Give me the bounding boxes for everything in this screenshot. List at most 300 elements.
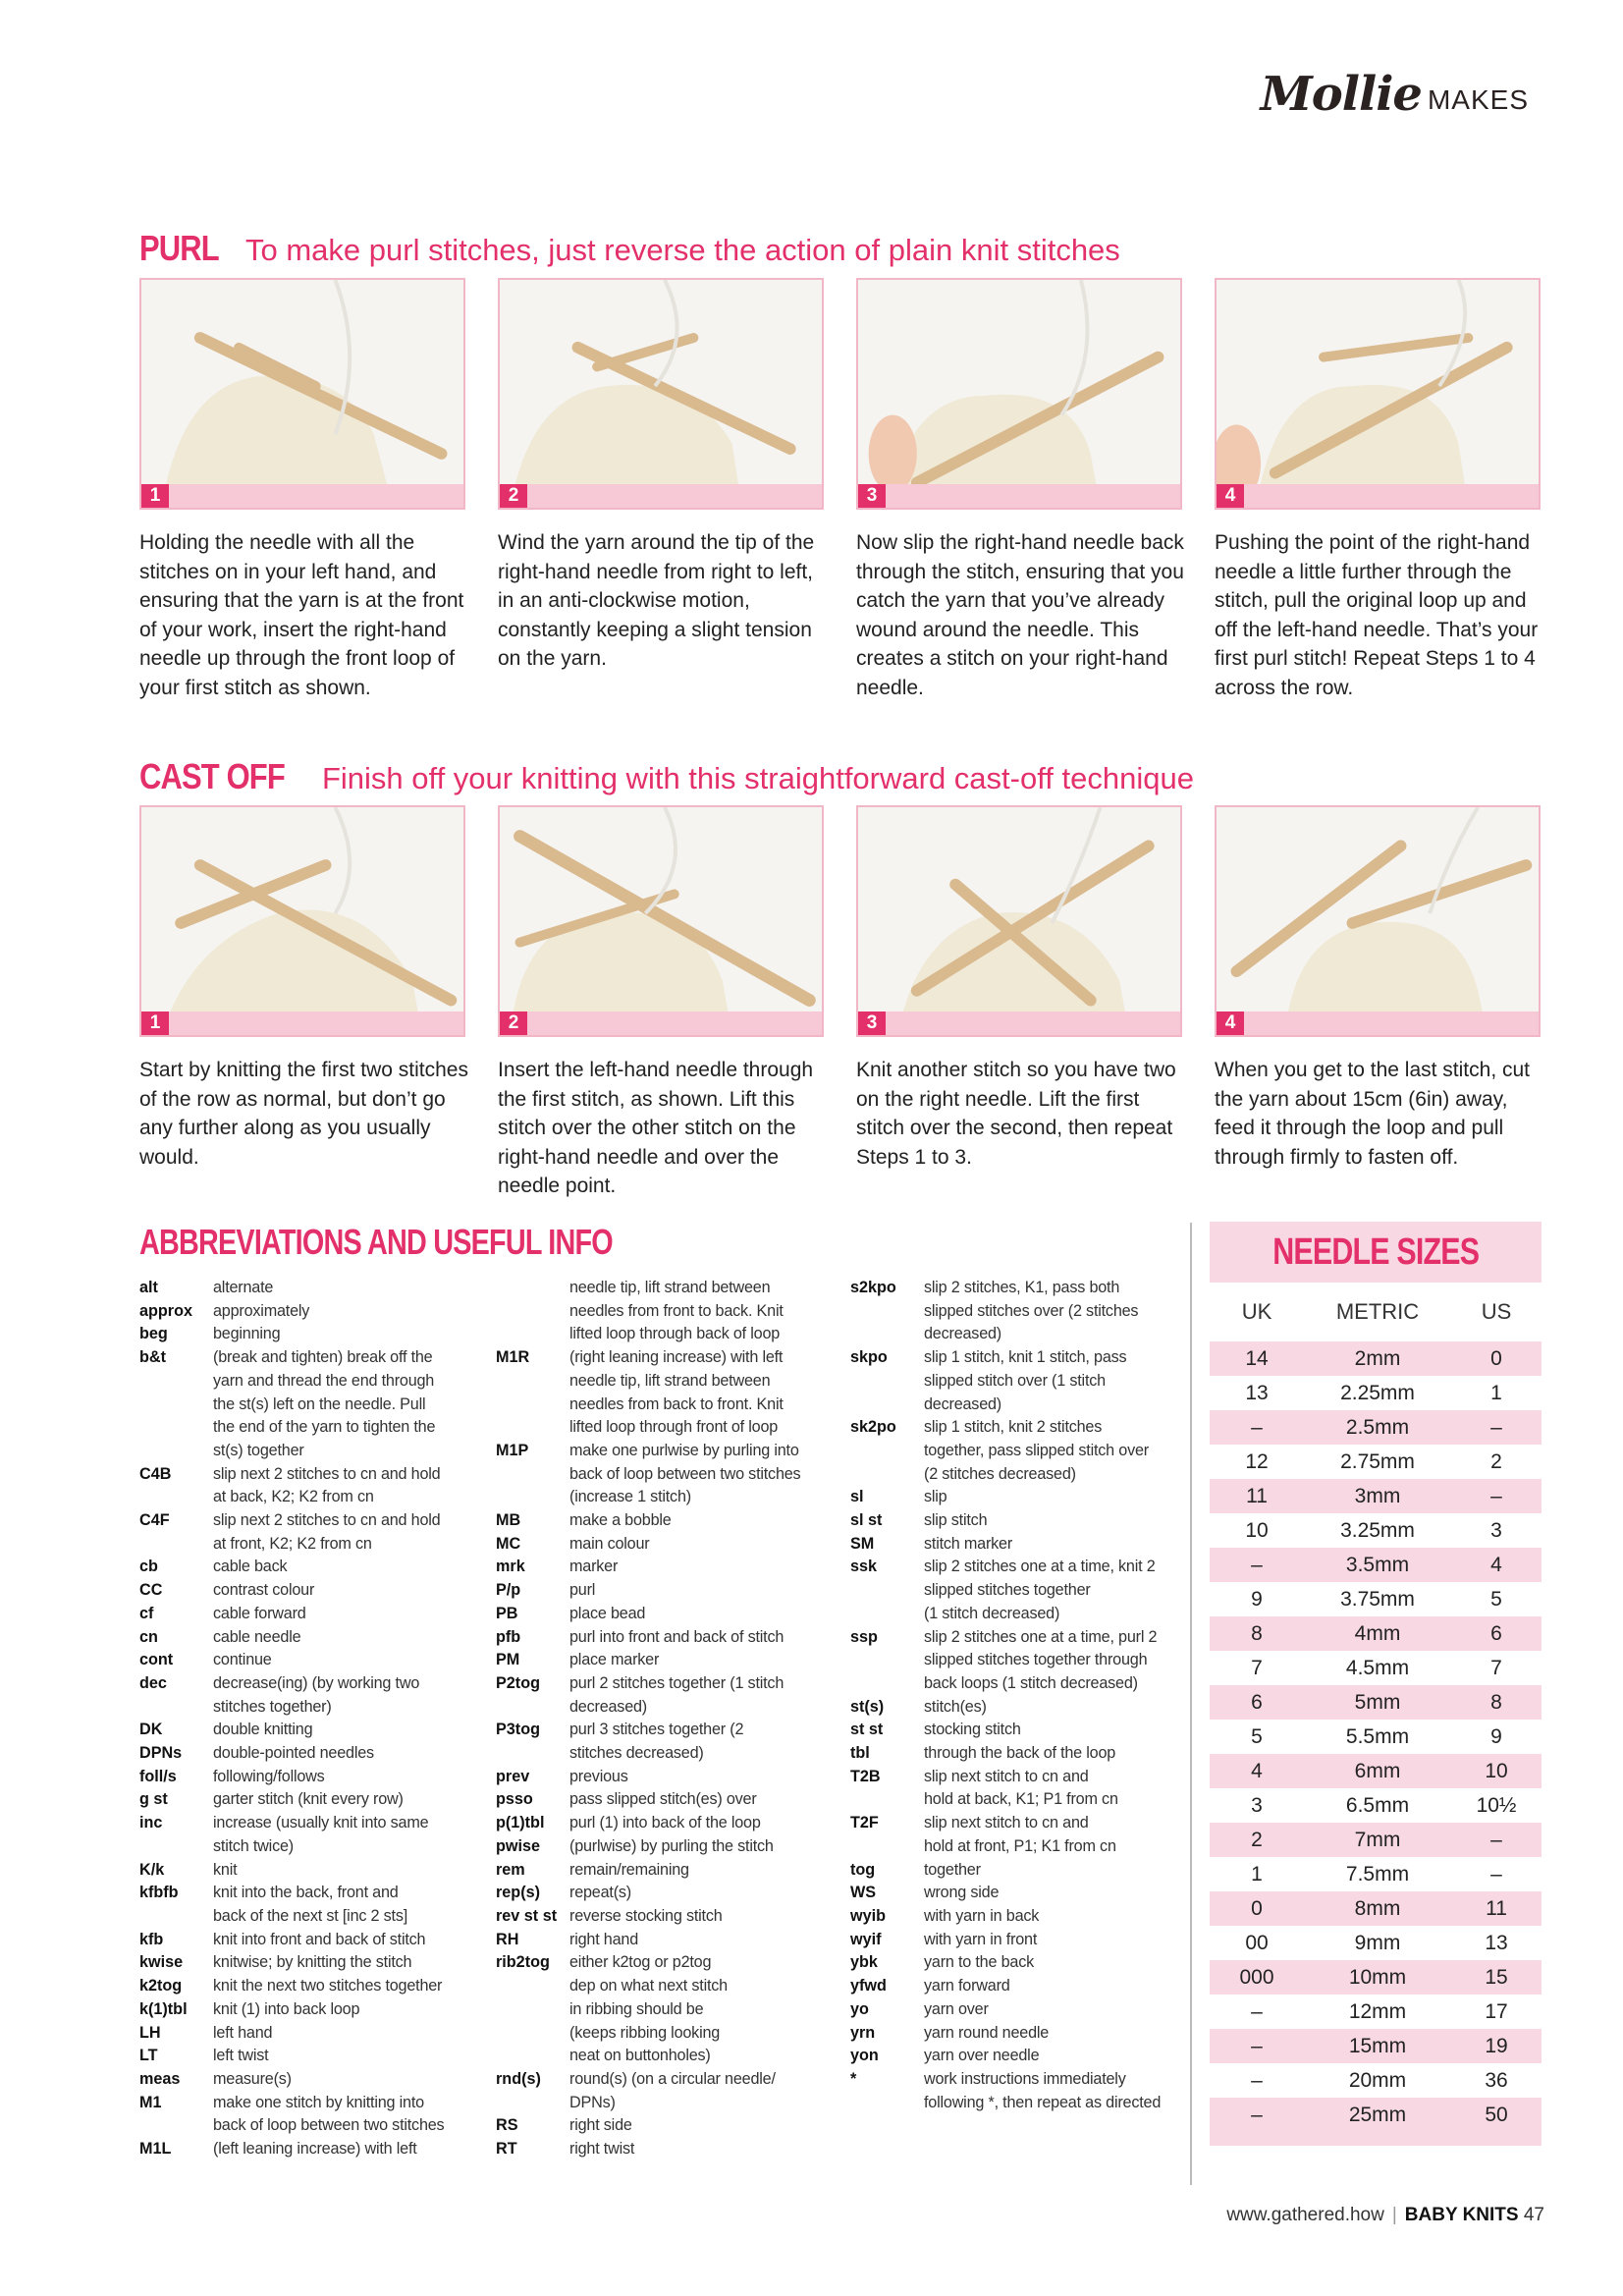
needle-metric-size: 7mm — [1354, 1828, 1401, 1851]
abbreviation-meaning: purl 3 stitches together (2 — [569, 1721, 744, 1739]
abbreviation-term — [496, 1370, 569, 1394]
abbreviation-meaning: knit into the back, front and — [213, 1884, 399, 1902]
abbreviation-meaning: (1 stitch decreased) — [924, 1604, 1060, 1622]
abbreviation-term: skpo — [850, 1348, 888, 1367]
abbreviation-row — [496, 1556, 820, 1579]
needle-uk-size: – — [1251, 1415, 1263, 1439]
needle-sizes-table — [1210, 1222, 1542, 2146]
purl-photo-2 — [498, 278, 824, 510]
castoff-photo-4 — [1215, 805, 1541, 1037]
abbreviation-row — [496, 1486, 820, 1509]
abbreviation-meaning: slipped stitches together — [924, 1581, 1091, 1600]
abbreviation-meaning: cable forward — [213, 1604, 306, 1622]
needle-uk-size: 1 — [1251, 1862, 1263, 1886]
castoff-step-4-text: When you get to the last stitch, cut the yarn about 15cm (6in) away, feed it through the loop and pull through firmly to fasten off. — [1215, 1059, 1530, 1169]
abbreviation-term — [496, 1463, 569, 1487]
needle-us-size: – — [1490, 1415, 1502, 1439]
needle-metric-size: 7.5mm — [1345, 1862, 1410, 1886]
abbreviation-term: wyib — [850, 1906, 886, 1925]
abbreviation-term — [139, 1440, 213, 1463]
needle-us-size: 9 — [1490, 1724, 1502, 1748]
abbreviation-row — [496, 1394, 820, 1417]
abbreviation-row — [850, 1626, 1174, 1650]
abbreviation-term: ssk — [850, 1558, 878, 1576]
abbreviation-meaning: needle tip, lift strand between — [569, 1279, 771, 1296]
needle-size-row — [1210, 1788, 1542, 1823]
abbreviation-meaning: the st(s) left on the needle. Pull — [213, 1394, 426, 1413]
purl-step-1-text: Holding the needle with all the stitches on in your left hand, and ensuring that the yarn is at the front of your work, insert the right-hand needle up through the front loop of your first stitch as shown. — [139, 531, 464, 699]
needle-size-row — [1210, 1891, 1542, 1926]
abbreviation-meaning: double-pointed needles — [213, 1744, 374, 1763]
abbreviation-term: cont — [139, 1651, 174, 1669]
abbreviation-row — [850, 1905, 1174, 1929]
abbreviation-term: approx — [139, 1301, 192, 1320]
abbreviation-row — [850, 1603, 1174, 1626]
abbreviation-meaning: dep on what next stitch — [569, 1977, 728, 1995]
abbreviation-term: T2F — [850, 1814, 879, 1832]
abbreviation-meaning: back of loop between two stitches — [569, 1464, 801, 1483]
step-number: 1 — [141, 484, 169, 508]
abbreviation-row — [496, 2092, 820, 2115]
abbreviation-term: cf — [139, 1604, 154, 1622]
abbreviation-term: K/k — [139, 1860, 165, 1879]
abbreviation-meaning: slipped stitches together through — [924, 1651, 1148, 1669]
abbreviation-row — [139, 1556, 463, 1579]
abbreviation-term: psso — [496, 1790, 533, 1809]
needle-us-size: 1 — [1490, 1381, 1502, 1404]
abbreviation-meaning: decrease(ing) (by working two — [213, 1673, 420, 1692]
abbreviation-row — [139, 1509, 463, 1533]
needle-size-row — [1210, 1479, 1542, 1513]
abbreviation-meaning: slip next stitch to cn and — [924, 1767, 1089, 1785]
needle-size-row — [1210, 2029, 1542, 2063]
abbreviation-meaning: decreased) — [569, 1697, 647, 1716]
step-number: 2 — [500, 484, 527, 508]
photo-number-strip — [1217, 1011, 1539, 1035]
abbreviation-row — [496, 1882, 820, 1905]
abbreviation-row — [139, 1696, 463, 1720]
abbreviation-term: SM — [850, 1534, 875, 1553]
abbreviation-row — [139, 1486, 463, 1509]
purl-photo-3 — [856, 278, 1182, 510]
abbreviation-meaning: at front, K2; K2 from cn — [213, 1534, 372, 1553]
abbreviation-meaning: place marker — [569, 1651, 660, 1669]
abbreviation-term: M1P — [496, 1441, 529, 1459]
needle-size-row — [1210, 1926, 1542, 1960]
needle-metric-size: 9mm — [1354, 1931, 1401, 1954]
abbreviation-meaning: place bead — [569, 1604, 646, 1622]
photo-number-strip — [141, 484, 463, 508]
abbreviation-meaning: purl (1) into back of the loop — [569, 1814, 761, 1832]
abbreviation-row — [850, 1812, 1174, 1835]
abbreviation-meaning: back of loop between two stitches — [213, 2116, 445, 2135]
abbreviation-row — [139, 1603, 463, 1626]
abbreviation-meaning: (2 stitches decreased) — [924, 1464, 1076, 1483]
abbreviation-term: * — [850, 2069, 857, 2088]
abbreviation-meaning: lifted loop through back of loop — [569, 1325, 781, 1343]
abbreviation-term: k(1)tbl — [139, 1999, 188, 2018]
needle-uk-size: 00 — [1245, 1931, 1269, 1954]
abbreviation-term: st(s) — [850, 1697, 885, 1716]
needle-uk-size: 12 — [1245, 1449, 1269, 1473]
needle-metric-size: 15mm — [1348, 2034, 1407, 2057]
abbreviation-term: M1L — [139, 2140, 172, 2159]
abbreviation-term: beg — [139, 1325, 168, 1343]
abbreviation-row — [850, 2092, 1174, 2115]
abbreviation-term: g st — [139, 1790, 168, 1809]
abbreviation-row — [139, 1788, 463, 1812]
abbreviation-row — [850, 1533, 1174, 1557]
abbreviation-meaning: left twist — [213, 2047, 269, 2065]
needle-metric-size: 12mm — [1348, 1999, 1407, 2023]
abbreviation-term: kfb — [139, 1930, 164, 1948]
abbreviation-term — [496, 1742, 569, 1766]
abbreviation-meaning: knit — [213, 1860, 238, 1879]
abbreviation-term — [850, 1649, 924, 1672]
abbreviation-row — [850, 1394, 1174, 1417]
abbreviation-row — [496, 1696, 820, 1720]
abbreviation-row — [496, 1998, 820, 2022]
abbreviation-meaning: (break and tighten) break off the — [213, 1348, 433, 1367]
abbreviation-row — [496, 1672, 820, 1696]
needle-us-size: 50 — [1485, 2103, 1508, 2126]
abbreviation-term: M1R — [496, 1348, 530, 1367]
needle-size-row — [1210, 1582, 1542, 1616]
needle-uk-size: – — [1251, 2103, 1263, 2126]
abbreviation-term — [496, 2045, 569, 2068]
abbreviation-row — [496, 2022, 820, 2046]
abbreviation-row — [850, 1835, 1174, 1859]
abbreviation-meaning: continue — [213, 1651, 272, 1669]
needle-uk-size: – — [1251, 1553, 1263, 1576]
abbreviation-row — [139, 2045, 463, 2068]
purl-tag: PURL — [139, 228, 219, 268]
abbreviation-term — [496, 1394, 569, 1417]
abbreviation-row — [850, 1672, 1174, 1696]
abbreviation-term: yrn — [850, 2023, 876, 2042]
abbreviation-meaning: right side — [569, 2116, 632, 2135]
abbreviation-row — [850, 1323, 1174, 1346]
abbreviation-term: tog — [850, 1860, 876, 1879]
needle-uk-size: – — [1251, 2034, 1263, 2057]
needle-size-row — [1210, 1410, 1542, 1445]
abbreviation-row — [496, 2045, 820, 2068]
castoff-heading — [139, 756, 1194, 797]
abbreviation-meaning: (left leaning increase) with left — [213, 2140, 417, 2159]
needle-us-size: 4 — [1490, 1553, 1502, 1576]
needle-sizes-footer-bar — [1210, 2132, 1542, 2146]
abbreviation-meaning: slipped stitch over (1 stitch — [924, 1371, 1106, 1390]
abbreviation-row — [496, 1859, 820, 1883]
abbreviation-meaning: either k2tog or p2tog — [569, 1953, 712, 1972]
needle-metric-size: 5.5mm — [1345, 1724, 1410, 1748]
step-number: 4 — [1217, 1011, 1244, 1035]
abbreviation-meaning: stitch twice) — [213, 1836, 294, 1855]
needle-metric-size: 6mm — [1354, 1759, 1401, 1782]
needle-metric-size: 2.75mm — [1340, 1449, 1415, 1473]
abbreviation-meaning: remain/remaining — [569, 1860, 689, 1879]
abbreviation-meaning: purl — [569, 1581, 596, 1600]
abbreviation-row — [850, 2068, 1174, 2092]
abbreviation-row — [139, 1649, 463, 1672]
abbreviation-meaning: following *, then repeat as directed — [924, 2093, 1162, 2111]
abbreviation-row — [139, 1929, 463, 1952]
photo-number-strip — [141, 1011, 463, 1035]
needle-uk-size: 8 — [1251, 1621, 1263, 1645]
abbreviation-row — [850, 1766, 1174, 1789]
castoff-tag: CAST OFF — [139, 756, 285, 796]
abbreviation-meaning: slip 1 stitch, knit 2 stitches — [924, 1418, 1103, 1437]
abbreviation-term — [496, 1998, 569, 2022]
abbreviation-term: dec — [139, 1673, 167, 1692]
abbreviation-row — [139, 1882, 463, 1905]
abbreviation-row — [139, 1835, 463, 1859]
needle-metric-size: 4mm — [1354, 1621, 1401, 1645]
abbreviation-row — [850, 1951, 1174, 1975]
needle-us-size: 17 — [1485, 1999, 1508, 2023]
abbreviation-row — [139, 1719, 463, 1742]
needle-size-row — [1210, 1616, 1542, 1651]
abbreviation-term — [850, 1579, 924, 1603]
abbreviation-term — [139, 1394, 213, 1417]
abbreviation-meaning: (keeps ribbing looking — [569, 2023, 721, 2042]
abbreviation-row — [139, 1533, 463, 1557]
abbreviation-term: pwise — [496, 1836, 540, 1855]
abbreviation-term: RH — [496, 1930, 519, 1948]
needle-size-row — [1210, 2098, 1542, 2132]
abbreviation-meaning: lifted loop through front of loop — [569, 1418, 779, 1437]
abbreviation-meaning: make one purlwise by purling into — [569, 1441, 799, 1459]
abbreviation-row — [850, 1882, 1174, 1905]
abbreviation-meaning: back of the next st [inc 2 sts] — [213, 1906, 408, 1925]
needle-size-row — [1210, 1823, 1542, 1857]
abbreviation-term: yon — [850, 2047, 879, 2065]
abbreviation-term: MC — [496, 1534, 521, 1553]
abbreviation-meaning: decreased) — [924, 1394, 1001, 1413]
abbreviation-term: sk2po — [850, 1418, 896, 1437]
needle-metric-size: 5mm — [1354, 1690, 1401, 1714]
needle-uk-size: 4 — [1251, 1759, 1263, 1782]
needle-us-size: 15 — [1485, 1965, 1508, 1989]
abbreviation-meaning: stitches together) — [213, 1697, 332, 1716]
needle-metric-size: 3.75mm — [1340, 1587, 1415, 1611]
abbreviation-meaning: stitch(es) — [924, 1697, 987, 1716]
abbreviation-row — [139, 1998, 463, 2022]
abbreviation-row — [850, 1579, 1174, 1603]
needle-size-row — [1210, 1513, 1542, 1548]
photo-number-strip — [858, 1011, 1180, 1035]
abbreviation-term: C4B — [139, 1464, 172, 1483]
abbreviation-row — [496, 1649, 820, 1672]
castoff-photo-2 — [498, 805, 824, 1037]
abbreviation-meaning: work instructions immediately — [924, 2069, 1126, 2088]
abbreviation-row — [496, 1788, 820, 1812]
needle-us-size: 36 — [1485, 2068, 1508, 2092]
needle-sizes-title: NEEDLE SIZES — [1272, 1230, 1479, 1273]
abbreviation-term: p(1)tbl — [496, 1814, 545, 1832]
abbreviation-meaning: stitch marker — [924, 1534, 1013, 1553]
castoff-photo-1 — [139, 805, 465, 1037]
abbreviation-term: yo — [850, 1999, 869, 2018]
abbreviation-row — [496, 1905, 820, 1929]
abbreviation-row — [139, 1394, 463, 1417]
needle-size-row — [1210, 1720, 1542, 1754]
abbreviation-row — [139, 1323, 463, 1346]
abbreviation-term: ybk — [850, 1953, 878, 1972]
abbreviation-row — [850, 1859, 1174, 1883]
needle-sizes-rows — [1210, 1341, 1542, 2132]
abbreviation-row — [139, 1463, 463, 1487]
needle-sizes-header — [1210, 1222, 1542, 1283]
abbreviation-row — [850, 1696, 1174, 1720]
abbreviation-meaning: right twist — [569, 2140, 635, 2159]
abbreviation-term: P/p — [496, 1581, 521, 1600]
abbreviation-term: LT — [139, 2047, 158, 2065]
abbreviation-meaning: at back, K2; K2 from cn — [213, 1488, 374, 1506]
abbreviation-meaning: following/follows — [213, 1767, 325, 1785]
abbreviation-row — [850, 1975, 1174, 1998]
abbreviation-meaning: hold at front, P1; K1 from cn — [924, 1836, 1116, 1855]
abbreviation-term: inc — [139, 1814, 163, 1832]
needle-uk-size: 14 — [1245, 1346, 1269, 1370]
abbreviation-term — [850, 1463, 924, 1487]
abbreviation-term — [139, 1416, 213, 1440]
step-number: 2 — [500, 1011, 527, 1035]
needle-sizes-column-headers — [1210, 1283, 1542, 1341]
abbreviation-term: yfwd — [850, 1977, 887, 1995]
abbreviation-meaning: needles from back to front. Knit — [569, 1394, 784, 1413]
abbreviation-row — [496, 1509, 820, 1533]
abbreviation-row — [850, 2045, 1174, 2068]
needle-uk-size: 7 — [1251, 1656, 1263, 1679]
abbreviation-meaning: needle tip, lift strand between — [569, 1371, 771, 1390]
abbreviation-meaning: right hand — [569, 1930, 638, 1948]
abbreviation-row — [496, 1323, 820, 1346]
needle-size-row — [1210, 1651, 1542, 1685]
abbreviation-term: st st — [850, 1721, 884, 1739]
abbreviation-row — [496, 1626, 820, 1650]
step-number: 1 — [141, 1011, 169, 1035]
abbreviation-term: cb — [139, 1558, 158, 1576]
abbreviation-meaning: slip 2 stitches, K1, pass both — [924, 1279, 1120, 1296]
footer-separator: | — [1391, 2205, 1397, 2225]
page-footer — [1226, 2205, 1544, 2226]
abbreviation-meaning: wrong side — [924, 1884, 1000, 1902]
abbreviation-meaning: left hand — [213, 2023, 273, 2042]
abbreviation-meaning: main colour — [569, 1534, 650, 1553]
page-number: 47 — [1523, 2205, 1544, 2225]
abbreviation-row — [850, 1556, 1174, 1579]
purl-step-4-text: Pushing the point of the right-hand needle a little further through the stitch, pull the original loop up and off the left-hand needle. That’s your first purl stitch! Repeat Steps 1 to 4 across the row. — [1215, 531, 1539, 699]
abbreviation-meaning: contrast colour — [213, 1581, 315, 1600]
needle-uk-size: 0 — [1251, 1896, 1263, 1920]
abbreviation-term: mrk — [496, 1558, 525, 1576]
abbreviation-row — [496, 1463, 820, 1487]
abbreviation-term: wyif — [850, 1930, 882, 1948]
abbreviation-meaning: reverse stocking stitch — [569, 1906, 723, 1925]
needle-us-size: 3 — [1490, 1518, 1502, 1542]
abbreviation-term: P3tog — [496, 1721, 540, 1739]
abbreviation-row — [496, 2138, 820, 2161]
abbreviation-meaning: slip 1 stitch, knit 1 stitch, pass — [924, 1348, 1127, 1367]
abbreviation-meaning: slip 2 stitches one at a time, purl 2 — [924, 1627, 1158, 1646]
abbreviation-row — [139, 1859, 463, 1883]
abbreviation-term — [139, 1835, 213, 1859]
step-number: 4 — [1217, 484, 1244, 508]
abbreviation-meaning: double knitting — [213, 1721, 313, 1739]
abbreviation-row — [850, 1463, 1174, 1487]
abbreviation-term — [139, 2114, 213, 2138]
needle-metric-size: 8mm — [1354, 1896, 1401, 1920]
abbreviations-column-2 — [496, 1277, 820, 2161]
needle-us-size: 13 — [1485, 1931, 1508, 1954]
needle-us-size: 10½ — [1476, 1793, 1517, 1817]
abbreviation-term — [496, 1696, 569, 1720]
abbreviation-row — [496, 1579, 820, 1603]
abbreviation-row — [496, 1603, 820, 1626]
abbreviation-term: sl st — [850, 1511, 883, 1530]
abbreviation-meaning: st(s) together — [213, 1441, 304, 1459]
abbreviation-term — [139, 1486, 213, 1509]
abbreviation-term: DPNs — [139, 1744, 183, 1763]
needle-uk-size: 6 — [1251, 1690, 1263, 1714]
abbreviation-row — [496, 1719, 820, 1742]
needle-size-row — [1210, 1341, 1542, 1376]
purl-photo-4 — [1215, 278, 1541, 510]
abbreviation-row — [850, 1509, 1174, 1533]
footer-url: www.gathered.how — [1226, 2205, 1384, 2225]
abbreviation-row — [496, 1812, 820, 1835]
needle-us-size: 0 — [1490, 1346, 1502, 1370]
abbreviation-meaning: stitches decreased) — [569, 1744, 704, 1763]
needle-metric-size: 20mm — [1348, 2068, 1407, 2092]
abbreviation-row — [139, 1440, 463, 1463]
abbreviation-meaning: make a bobble — [569, 1511, 672, 1530]
abbreviation-term: PB — [496, 1604, 518, 1622]
column-divider — [1190, 1223, 1192, 2185]
abbreviation-meaning: yarn forward — [924, 1977, 1010, 1995]
abbreviation-meaning: back loops (1 stitch decreased) — [924, 1673, 1138, 1692]
abbreviation-term: kfbfb — [139, 1884, 179, 1902]
abbreviation-row — [850, 1719, 1174, 1742]
needle-metric-size: 2mm — [1354, 1346, 1401, 1370]
abbreviation-term: RT — [496, 2140, 517, 2159]
photo-number-strip — [500, 484, 822, 508]
castoff-step-1-text: Start by knitting the first two stitches of the row as normal, but don’t go any further along as you usually would. — [139, 1059, 468, 1169]
abbreviation-meaning: knit the next two stitches together — [213, 1977, 443, 1995]
abbreviation-row — [496, 1346, 820, 1370]
photo-number-strip — [1217, 484, 1539, 508]
needle-us-size: – — [1490, 1862, 1502, 1886]
abbreviation-meaning: (increase 1 stitch) — [569, 1488, 691, 1506]
abbreviation-meaning: approximately — [213, 1301, 310, 1320]
abbreviation-term: rib2tog — [496, 1953, 550, 1972]
needle-metric-size: 3.25mm — [1340, 1518, 1415, 1542]
abbreviation-term: RS — [496, 2116, 518, 2135]
abbreviation-row — [139, 2114, 463, 2138]
abbreviation-meaning: (purlwise) by purling the stitch — [569, 1836, 774, 1855]
abbreviation-term: rev st st — [496, 1906, 558, 1925]
abbreviation-term: sl — [850, 1488, 864, 1506]
abbreviation-term — [850, 1323, 924, 1346]
abbreviation-row — [850, 1346, 1174, 1370]
abbreviation-term: PM — [496, 1651, 520, 1669]
abbreviation-term: MB — [496, 1511, 521, 1530]
needle-size-row — [1210, 1995, 1542, 2029]
abbreviation-term — [496, 1300, 569, 1324]
abbreviation-term — [139, 1533, 213, 1557]
purl-step-2-text: Wind the yarn around the tip of the right-hand needle from right to left, in an anti-clockwise motion, constantly keeping a slight tension on the yarn. — [498, 531, 815, 670]
